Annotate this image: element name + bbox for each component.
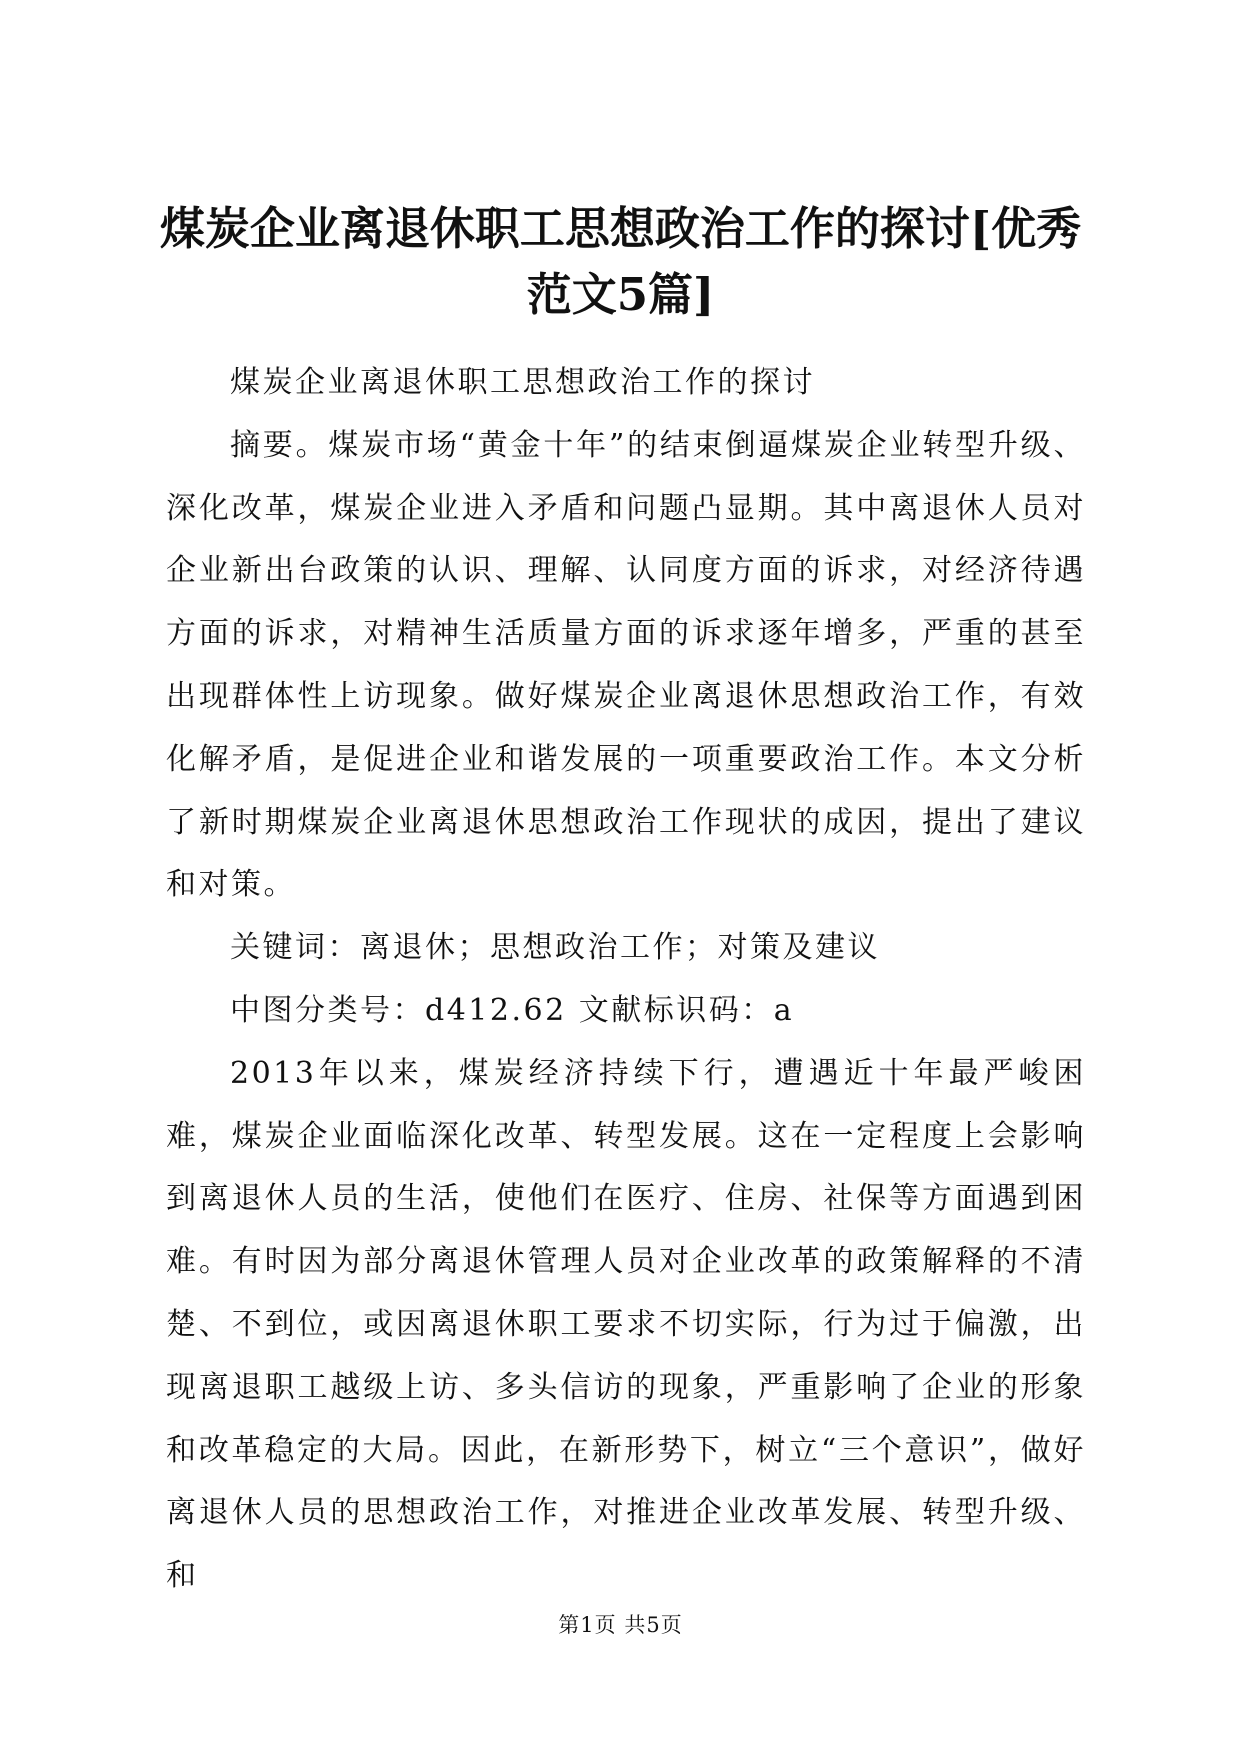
document-title: 煤炭企业离退休职工思想政治工作的探讨[优秀范文5篇] (159, 202, 1082, 321)
keywords-paragraph: 关键词：离退休；思想政治工作；对策及建议 (230, 930, 880, 966)
subtitle-paragraph: 煤炭企业离退休职工思想政治工作的探讨 (230, 365, 815, 400)
body-paragraph: 2013年以来，煤炭经济持续下行，遭遇近十年最严峻困难，煤炭企业面临深化改革、转型发展。这在一定程度上会影响到离退休人员的生活，使他们在医疗、住房、社保等方面遇到困难。有时因为部分离退休管理人员对企业改革的政策解释的不清楚、不到位，或因离退休职工要求不切实际，行为过于偏激，出现离退职工越级上访、多头信访的现象，严重影响了企业的形象和改革稳定的大局。因此，在新形势下，树立“三个意识”，做好离退休人员的思想政治工作，对推进企业改革发展、转型升级、和 (166, 1055, 1086, 1594)
page-footer: 第1页 共5页 (558, 1613, 683, 1637)
abstract-paragraph: 摘要。煤炭市场“黄金十年”的结束倒逼煤炭企业转型升级、深化改革，煤炭企业进入矛盾和问题凸显期。其中离退休人员对企业新出台政策的认识、理解、认同度方面的诉求，对经济待遇方面的诉求，对精神生活质量方面的诉求逐年增多，严重的甚至出现群体性上访现象。做好煤炭企业离退休思想政治工作，有效化解矛盾，是促进企业和谐发展的一项重要政治工作。本文分析了新时期煤炭企业离退休思想政治工作现状的成因，提出了建议和对策。 (166, 427, 1086, 903)
classification-paragraph: 中图分类号：d412.62 文献标识码：a (230, 992, 795, 1028)
document-body (166, 352, 1086, 1608)
